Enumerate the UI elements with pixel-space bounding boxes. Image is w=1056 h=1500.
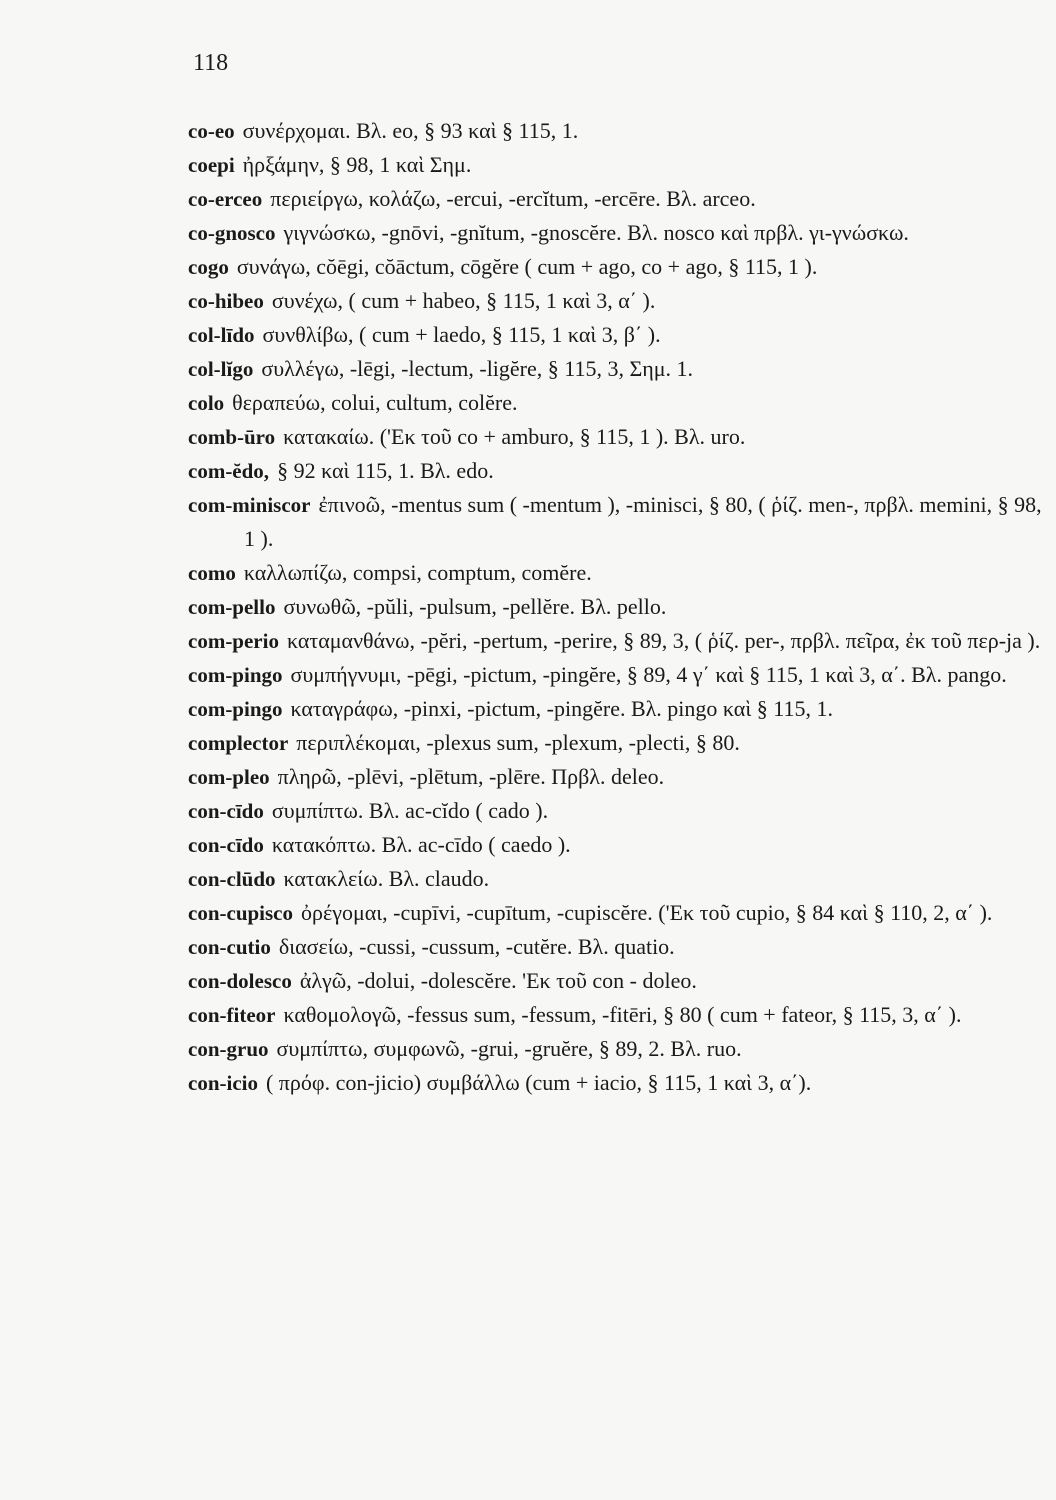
- entry-headword: com-pello: [188, 595, 276, 619]
- entry-headword: col-lĭgo: [188, 357, 254, 381]
- entry-headword: como: [188, 561, 236, 585]
- entry-definition: καλλωπίζω, compsi, comptum, comĕre.: [243, 560, 592, 585]
- dictionary-entry: [188, 318, 1048, 352]
- entry-headword: comb-ūro: [188, 425, 276, 449]
- entry-headword: complector: [188, 731, 289, 755]
- dictionary-entry: [188, 148, 1048, 182]
- entry-definition: συνάγω, cŏēgi, cŏāctum, cōgĕre ( cum + ago, co + ago, § 115, 1 ).: [236, 254, 818, 279]
- entry-headword: cogo: [188, 255, 229, 279]
- entry-headword: co-hibeo: [188, 289, 264, 313]
- entry-definition: κατακαίω. ('Εκ τοῦ co + amburo, § 115, 1 ). Βλ. uro.: [283, 424, 746, 449]
- dictionary-entry: [188, 964, 1048, 998]
- entry-headword: com-ĕdo,: [188, 459, 270, 483]
- entry-definition: συνωθῶ, -pŭli, -pulsum, -pellĕre. Βλ. pello.: [283, 594, 667, 619]
- dictionary-entry: [188, 250, 1048, 284]
- entry-definition: συνθλίβω, ( cum + laedo, § 115, 1 καὶ 3, β΄ ).: [262, 322, 661, 347]
- dictionary-entry: [188, 862, 1048, 896]
- entry-headword: con-cutio: [188, 935, 271, 959]
- entry-definition: γιγνώσκω, -gnōvi, -gnĭtum, -gnoscĕre. Βλ. nosco καὶ πρβλ. γι-γνώσκω.: [283, 220, 909, 245]
- dictionary-entry: [188, 624, 1048, 658]
- entry-headword: con-cupisco: [188, 901, 293, 925]
- dictionary-entry: [188, 590, 1048, 624]
- entry-headword: com-perio: [188, 629, 279, 653]
- entry-definition: συνέρχομαι. Βλ. eo, § 93 καὶ § 115, 1.: [242, 118, 579, 143]
- entry-headword: con-cīdo: [188, 799, 264, 823]
- entry-headword: co-erceo: [188, 187, 263, 211]
- entry-headword: con-fiteor: [188, 1003, 276, 1027]
- entry-headword: coepi: [188, 153, 235, 177]
- entry-definition: συμπήγνυμι, -pēgi, -pictum, -pingĕre, § 89, 4 γ΄ καὶ § 115, 1 καὶ 3, α΄. Βλ. pango.: [290, 662, 1007, 687]
- entry-definition: συμπίπτω. Βλ. ac-cĭdo ( cado ).: [271, 798, 549, 823]
- entry-definition: περιείργω, κολάζω, -ercui, -ercĭtum, -ercēre. Βλ. arceo.: [270, 186, 756, 211]
- entry-definition: πληρῶ, -plēvi, -plētum, -plēre. Πρβλ. deleo.: [277, 764, 665, 789]
- entry-definition: διασείω, -cussi, -cussum, -cutĕre. Βλ. quatio.: [278, 934, 675, 959]
- dictionary-entry: [188, 1066, 1048, 1100]
- dictionary-entry: [188, 556, 1048, 590]
- entry-definition: περιπλέκομαι, -plexus sum, -plexum, -plecti, § 80.: [296, 730, 740, 755]
- entry-headword: com-pingo: [188, 663, 283, 687]
- dictionary-entry: [188, 386, 1048, 420]
- entry-headword: con-icio: [188, 1071, 258, 1095]
- entry-definition: καθομολογῶ, -fessus sum, -fessum, -fitēri, § 80 ( cum + fateor, § 115, 3, α΄ ).: [283, 1002, 962, 1027]
- entry-definition: καταμανθάνω, -pĕri, -pertum, -perire, § 89, 3, ( ῥίζ. per-, πρβλ. πεῖρα, ἐκ τοῦ περ-ja ).: [286, 628, 1041, 653]
- entry-definition: ἠρξάμην, § 98, 1 καὶ Σημ.: [242, 152, 472, 177]
- entry-definition: ὀρέγομαι, -cupīvi, -cupītum, -cupiscĕre. ('Εκ τοῦ cupio, § 84 καὶ § 110, 2, α΄ ).: [301, 900, 993, 925]
- dictionary-entry: [188, 352, 1048, 386]
- entry-headword: con-clūdo: [188, 867, 276, 891]
- entry-headword: con-cīdo: [188, 833, 264, 857]
- dictionary-entry: [188, 488, 1048, 556]
- dictionary-entry: [188, 1032, 1048, 1066]
- entry-definition: συλλέγω, -lēgi, -lectum, -ligĕre, § 115, 3, Σημ. 1.: [261, 356, 694, 381]
- entry-definition: κατακόπτω. Βλ. ac-cīdo ( caedo ).: [271, 832, 571, 857]
- entry-headword: con-dolesco: [188, 969, 292, 993]
- dictionary-entry: [188, 794, 1048, 828]
- entry-definition: συμπίπτω, συμφωνῶ, -grui, -gruĕre, § 89, 2. Βλ. ruo.: [276, 1036, 742, 1061]
- entry-headword: co-eo: [188, 119, 235, 143]
- entry-headword: com-pleo: [188, 765, 270, 789]
- entry-headword: col-līdo: [188, 323, 255, 347]
- dictionary-entry: [188, 216, 1048, 250]
- entry-headword: co-gnosco: [188, 221, 276, 245]
- entry-definition: θεραπεύω, colui, cultum, colĕre.: [232, 390, 518, 415]
- dictionary-entry: [188, 760, 1048, 794]
- dictionary-entry: [188, 726, 1048, 760]
- dictionary-entry: [188, 692, 1048, 726]
- entry-headword: colo: [188, 391, 225, 415]
- entry-definition: ἐπινοῶ, -mentus sum ( -mentum ), -minisci, § 80, ( ῥίζ. men-, πρβλ. memini, § 98, 1 ).: [244, 492, 1042, 551]
- dictionary-entry: [188, 896, 1048, 930]
- dictionary-entry: [188, 828, 1048, 862]
- dictionary-entries: [188, 114, 1048, 1100]
- entry-definition: καταγράφω, -pinxi, -pictum, -pingĕre. Βλ. pingo καὶ § 115, 1.: [290, 696, 833, 721]
- entry-headword: con-gruo: [188, 1037, 269, 1061]
- dictionary-entry: [188, 420, 1048, 454]
- dictionary-entry: [188, 454, 1048, 488]
- dictionary-entry: [188, 930, 1048, 964]
- entry-definition: συνέχω, ( cum + habeo, § 115, 1 καὶ 3, α΄ ).: [271, 288, 656, 313]
- dictionary-entry: [188, 658, 1048, 692]
- entry-headword: com-miniscor: [188, 493, 311, 517]
- entry-definition: § 92 καὶ 115, 1. Βλ. edo.: [277, 458, 494, 483]
- entry-definition: ἀλγῶ, -dolui, -dolescĕre. 'Εκ τοῦ con - doleo.: [299, 968, 697, 993]
- dictionary-entry: [188, 114, 1048, 148]
- dictionary-entry: [188, 284, 1048, 318]
- dictionary-entry: [188, 182, 1048, 216]
- dictionary-entry: [188, 998, 1048, 1032]
- page-number: 118: [193, 50, 229, 76]
- entry-headword: com-pingo: [188, 697, 283, 721]
- entry-definition: ( πρόφ. con-jicio) συμβάλλω (cum + iacio, § 115, 1 καὶ 3, α΄).: [265, 1070, 812, 1095]
- entry-definition: κατακλείω. Βλ. claudo.: [283, 866, 490, 891]
